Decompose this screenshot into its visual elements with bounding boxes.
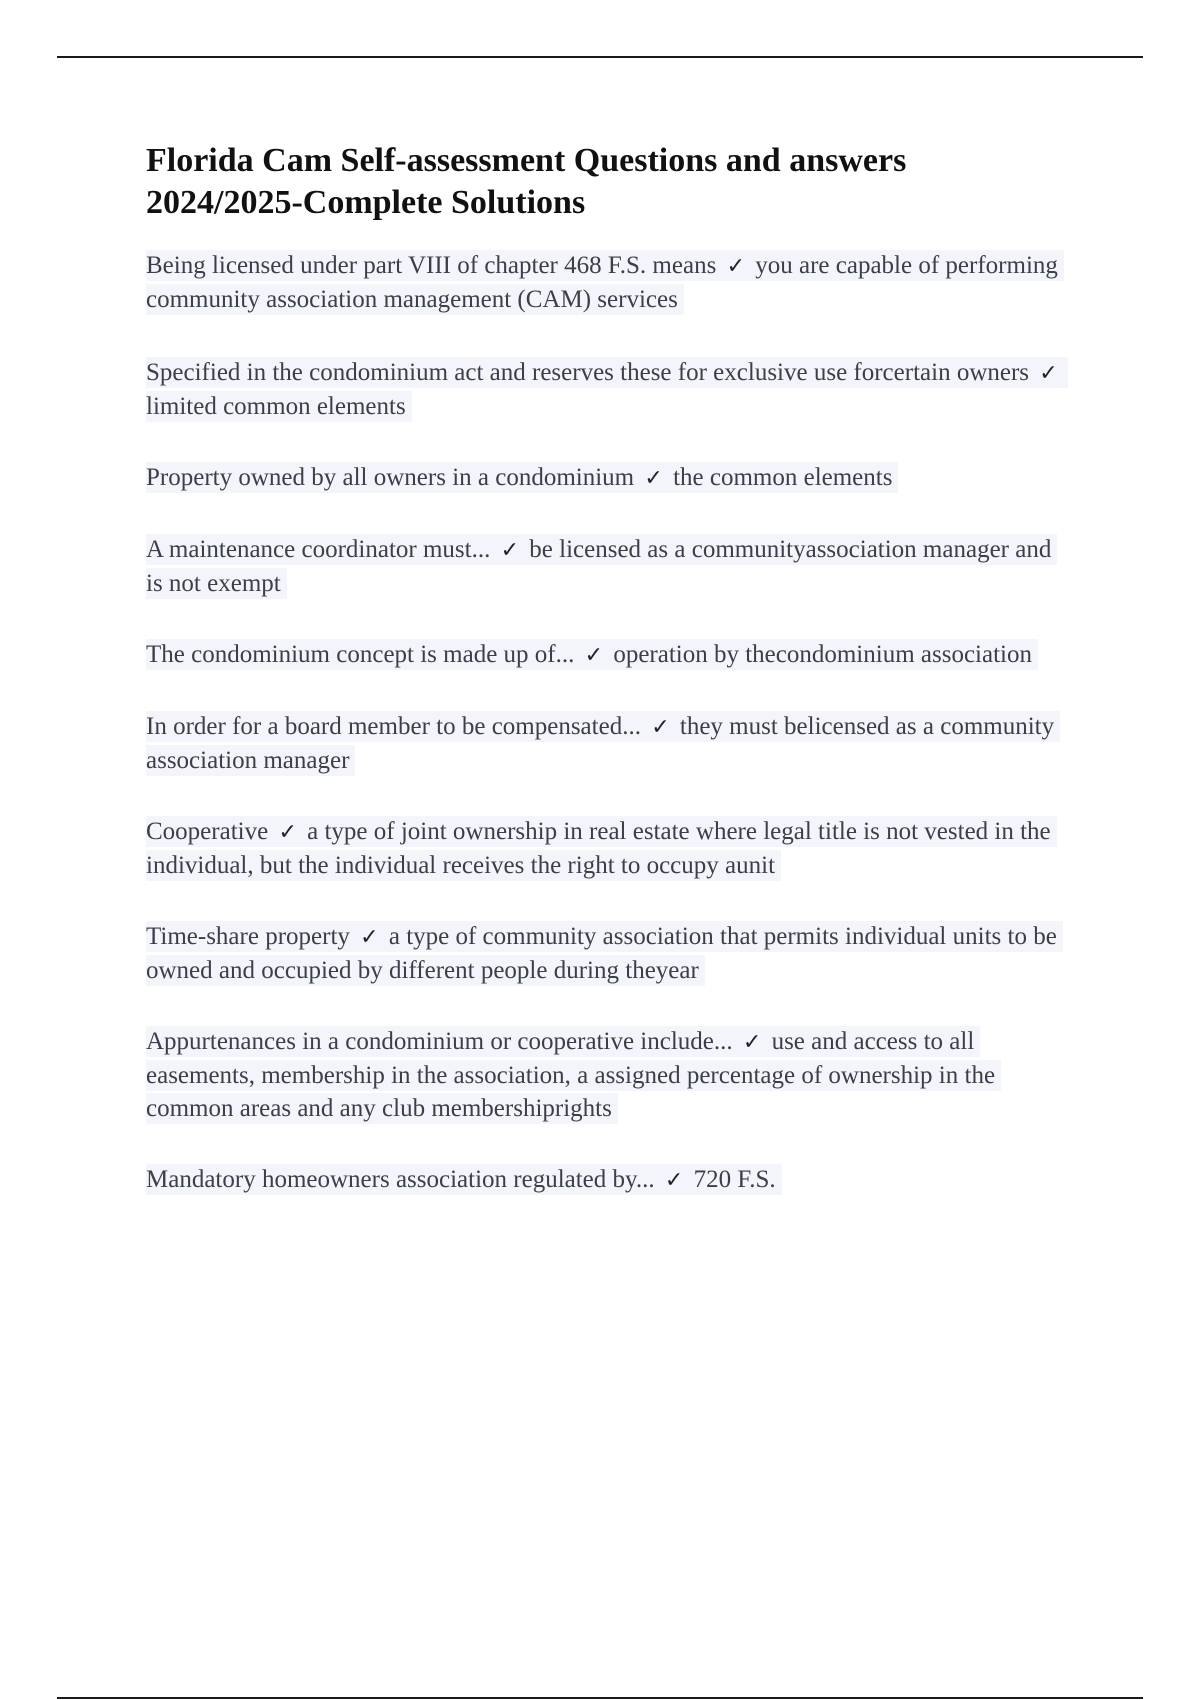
- question-text: Appurtenances in a condominium or cooperative include...: [146, 1028, 733, 1055]
- question-text: Property owned by all owners in a condominium: [146, 464, 635, 491]
- qa-item-7: [146, 815, 1066, 882]
- qa-item-10: [146, 1163, 1066, 1197]
- qa-item-4: [146, 533, 1066, 600]
- qa-item-8: [146, 920, 1066, 987]
- qa-item-6: [146, 710, 1066, 777]
- check-icon: ✓: [500, 538, 520, 563]
- check-icon: ✓: [651, 715, 670, 740]
- top-rule: [57, 56, 1143, 58]
- document-title: [146, 140, 1066, 224]
- qa-item-2: [146, 356, 1066, 423]
- answer-text: the common elements: [673, 464, 893, 491]
- question-text: Being licensed under part VIII of chapter 468 F.S. means: [146, 252, 717, 279]
- check-icon: ✓: [1039, 361, 1058, 386]
- qa-item-1: [146, 249, 1066, 316]
- qa-item-3: [146, 461, 1066, 495]
- answer-text: operation by thecondominium association: [613, 641, 1032, 668]
- question-text: Cooperative: [146, 818, 269, 845]
- question-text: The condominium concept is made up of...: [146, 641, 575, 668]
- question-text: A maintenance coordinator must...: [146, 536, 491, 563]
- answer-text: use and access to all easements, membership in the association, a assigned percentage of ownership in the common areas and any club membershiprights: [146, 1028, 996, 1122]
- answer-text: they must belicensed as a community association manager: [146, 713, 1055, 774]
- question-text: Mandatory homeowners association regulated by...: [146, 1166, 655, 1193]
- answer-text: a type of community association that permits individual units to be owned and occupied by different people during theyear: [146, 923, 1057, 984]
- bottom-rule: [57, 1697, 1143, 1699]
- question-text: In order for a board member to be compensated...: [146, 713, 641, 740]
- check-icon: ✓: [584, 643, 604, 668]
- check-icon: ✓: [644, 466, 663, 491]
- title-line-2: 2024/2025-Complete Solutions: [146, 184, 586, 221]
- qa-item-5: [146, 638, 1066, 672]
- check-icon: ✓: [664, 1168, 684, 1193]
- check-icon: ✓: [742, 1030, 762, 1055]
- check-icon: ✓: [360, 925, 379, 950]
- answer-text: be licensed as a communityassociation manager and is not exempt: [146, 536, 1052, 597]
- answer-text: you are capable of performing community association management (CAM) services: [146, 252, 1058, 313]
- question-text: Time-share property: [146, 923, 350, 950]
- qa-item-9: [146, 1025, 1066, 1125]
- answer-text: 720 F.S.: [693, 1166, 776, 1193]
- question-text: Specified in the condominium act and reserves these for exclusive use forcertain owners: [146, 359, 1030, 386]
- check-icon: ✓: [278, 820, 297, 845]
- answer-text: limited common elements: [146, 393, 406, 420]
- title-line-1: Florida Cam Self-assessment Questions and answers: [146, 142, 907, 179]
- answer-text: a type of joint ownership in real estate where legal title is not vested in the individual, but the individual receives the right to occupy aunit: [146, 818, 1051, 879]
- qa-list: [146, 249, 1066, 1197]
- document-page: [146, 140, 1066, 1235]
- check-icon: ✓: [726, 254, 745, 279]
